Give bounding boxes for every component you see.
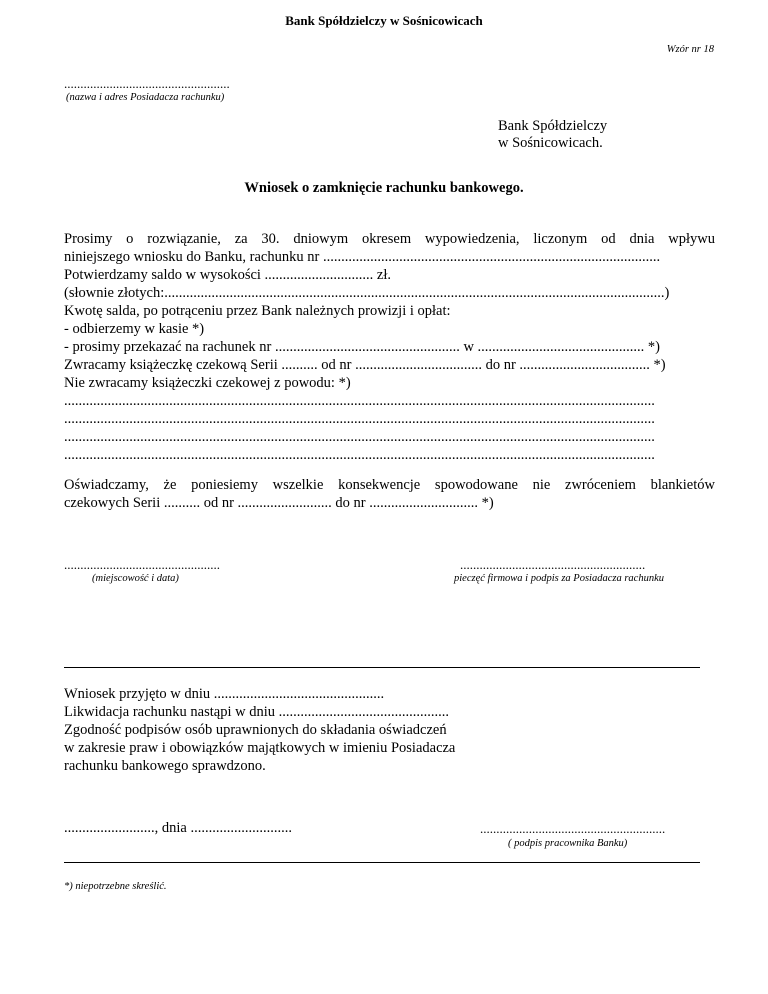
bank-section-line: Zgodność podpisów osób uprawnionych do składania oświadczeń: [64, 722, 447, 738]
place-date-dots: ................................................: [64, 557, 220, 572]
document-title: Wniosek o zamknięcie rachunku bankowego.: [244, 180, 524, 196]
body-line: (słownie złotych:..........................................................................................................................................): [64, 285, 670, 301]
employee-signature-caption: ( podpis pracownika Banku): [508, 838, 628, 849]
place-date-caption: (miejscowość i data): [92, 573, 179, 584]
addressee-line1: Bank Spółdzielczy: [498, 118, 608, 134]
dotted-line: ...................................................................................................................................................................: [64, 447, 655, 463]
holder-dots: ...................................................: [64, 76, 230, 91]
dotted-line: ...................................................................................................................................................................: [64, 411, 655, 427]
bank-title: Bank Spółdzielczy w Sośnicowicach: [285, 13, 483, 28]
dotted-line: ...................................................................................................................................................................: [64, 429, 655, 445]
body-line: Kwotę salda, po potrąceniu przez Bank należnych prowizji i opłat:: [64, 303, 451, 319]
footer-divider: [64, 862, 700, 863]
body-line: Potwierdzamy saldo w wysokości .............................. zł.: [64, 267, 392, 283]
body-line: niniejszego wniosku do Banku, rachunku nr .............................................................................................: [64, 249, 661, 265]
acceptance-date-line: ........................., dnia ............................: [64, 820, 292, 836]
bank-section-line: rachunku bankowego sprawdzono.: [64, 758, 266, 774]
stamp-signature-caption: pieczęć firmowa i podpis za Posiadacza rachunku: [454, 573, 664, 584]
footnote: *) niepotrzebne skreślić.: [64, 881, 167, 892]
addressee-line2: w Sośnicowicach.: [498, 135, 603, 151]
bank-section-line: Wniosek przyjęto w dniu ...............................................: [64, 686, 385, 702]
body-line: Prosimy o rozwiązanie, za 30. dniowym okresem wypowiedzenia, liczonym od dnia wpływu: [64, 231, 715, 247]
body-line: - prosimy przekazać na rachunek nr ................................................... w .............................................. *): [64, 339, 661, 355]
declaration-line: Oświadczamy, że poniesiemy wszelkie konsekwencje spowodowane nie zwróceniem blankietów: [64, 477, 715, 493]
dotted-line: ...................................................................................................................................................................: [64, 393, 655, 409]
declaration-line: czekowych Serii .......... od nr .......................... do nr .............................. *): [64, 495, 494, 511]
bank-section-line: w zakresie praw i obowiązków majątkowych w imieniu Posiadacza: [64, 740, 456, 756]
stamp-signature-dots: .........................................................: [460, 557, 646, 572]
bank-section-line: Likwidacja rachunku nastąpi w dniu ...............................................: [64, 704, 449, 720]
body-line: Nie zwracamy książeczki czekowej z powodu: *): [64, 375, 351, 391]
employee-signature-dots: .........................................................: [480, 821, 666, 836]
body-line: - odbierzemy w kasie *): [64, 321, 205, 337]
holder-caption: (nazwa i adres Posiadacza rachunku): [66, 92, 225, 103]
section-divider: [64, 667, 700, 668]
form-number: Wzór nr 18: [666, 44, 714, 55]
body-line: Zwracamy książeczkę czekową Serii .......... od nr ................................... do nr .................................... *): [64, 357, 666, 373]
